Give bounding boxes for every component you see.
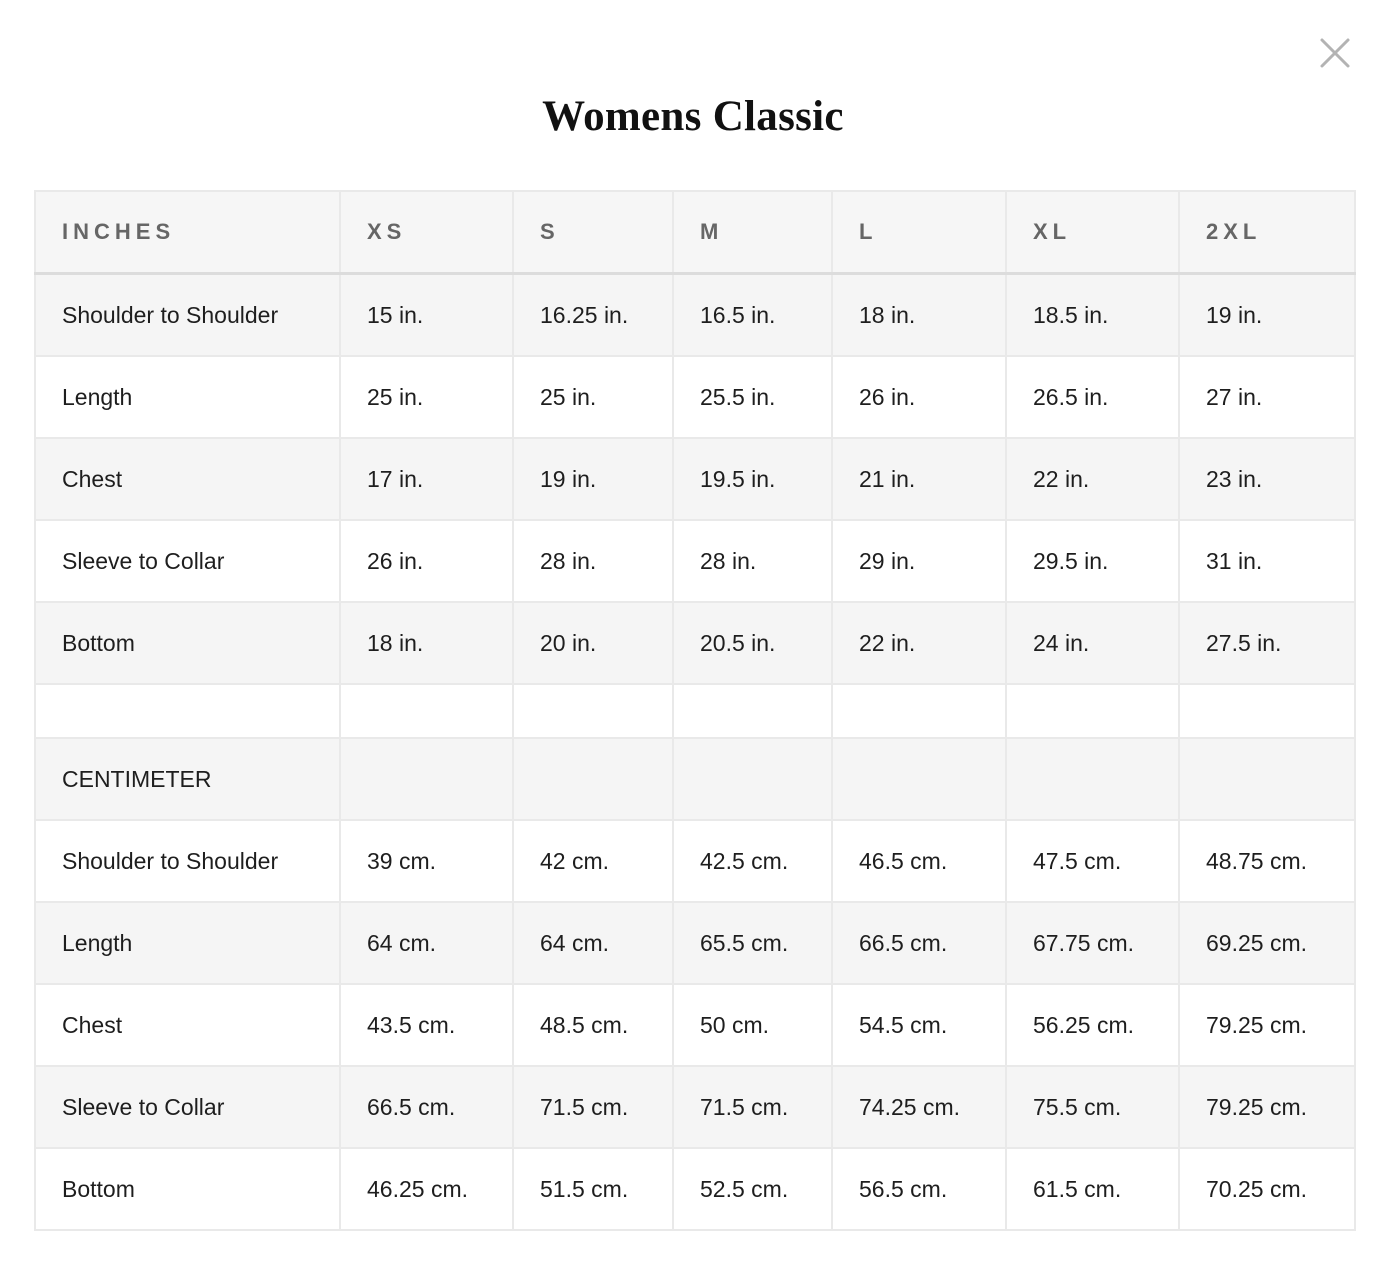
size-chart-table <box>34 190 1356 1231</box>
table-cell: 61.5 cm. <box>1006 1148 1179 1230</box>
modal-title: Womens Classic <box>542 93 844 140</box>
table-cell: 52.5 cm. <box>673 1148 832 1230</box>
header-cell-m: M <box>673 191 832 274</box>
table-cell: 51.5 cm. <box>513 1148 673 1230</box>
table-cell: 22 in. <box>832 602 1006 684</box>
empty-cell <box>513 738 673 820</box>
empty-cell <box>832 738 1006 820</box>
table-cell: 29.5 in. <box>1006 520 1179 602</box>
table-row <box>35 820 1355 902</box>
table-cell: 65.5 cm. <box>673 902 832 984</box>
table-cell: 66.5 cm. <box>340 1066 513 1148</box>
table-cell: 19 in. <box>513 438 673 520</box>
table-cell: 25 in. <box>513 356 673 438</box>
table-row <box>35 438 1355 520</box>
table-cell: 22 in. <box>1006 438 1179 520</box>
empty-cell <box>1179 738 1355 820</box>
table-cell: 50 cm. <box>673 984 832 1066</box>
table-cell: 46.25 cm. <box>340 1148 513 1230</box>
row-label: Sleeve to Collar <box>35 520 340 602</box>
table-cell: 28 in. <box>673 520 832 602</box>
table-cell: 74.25 cm. <box>832 1066 1006 1148</box>
close-button[interactable] <box>1318 36 1352 70</box>
table-cell: 43.5 cm. <box>340 984 513 1066</box>
table-cell: 70.25 cm. <box>1179 1148 1355 1230</box>
header-cell-unit: INCHES <box>35 191 340 274</box>
table-cell: 42.5 cm. <box>673 820 832 902</box>
spacer-row <box>35 684 1355 738</box>
table-cell: 26 in. <box>832 356 1006 438</box>
table-row <box>35 356 1355 438</box>
table-row <box>35 1066 1355 1148</box>
header-cell-2xl: 2XL <box>1179 191 1355 274</box>
empty-cell <box>673 684 832 738</box>
table-row <box>35 602 1355 684</box>
table-cell: 66.5 cm. <box>832 902 1006 984</box>
table-cell: 25 in. <box>340 356 513 438</box>
table-cell: 16.25 in. <box>513 274 673 357</box>
header-cell-xl: XL <box>1006 191 1179 274</box>
table-cell: 54.5 cm. <box>832 984 1006 1066</box>
table-cell: 56.25 cm. <box>1006 984 1179 1066</box>
table-cell: 56.5 cm. <box>832 1148 1006 1230</box>
table-header-row <box>35 191 1355 274</box>
table-cell: 47.5 cm. <box>1006 820 1179 902</box>
table-cell: 46.5 cm. <box>832 820 1006 902</box>
table-cell: 69.25 cm. <box>1179 902 1355 984</box>
table-cell: 25.5 in. <box>673 356 832 438</box>
empty-cell <box>340 738 513 820</box>
table-cell: 48.75 cm. <box>1179 820 1355 902</box>
row-label: Sleeve to Collar <box>35 1066 340 1148</box>
table-cell: 18 in. <box>340 602 513 684</box>
table-cell: 48.5 cm. <box>513 984 673 1066</box>
table-cell: 39 cm. <box>340 820 513 902</box>
table-cell: 64 cm. <box>340 902 513 984</box>
table-row <box>35 984 1355 1066</box>
table-cell: 23 in. <box>1179 438 1355 520</box>
table-row <box>35 1148 1355 1230</box>
table-cell: 28 in. <box>513 520 673 602</box>
table-cell: 79.25 cm. <box>1179 1066 1355 1148</box>
table-cell: 24 in. <box>1006 602 1179 684</box>
table-cell: 20.5 in. <box>673 602 832 684</box>
table-cell: 26 in. <box>340 520 513 602</box>
table-cell: 79.25 cm. <box>1179 984 1355 1066</box>
empty-cell <box>513 684 673 738</box>
header-cell-l: L <box>832 191 1006 274</box>
empty-cell <box>832 684 1006 738</box>
row-label: Shoulder to Shoulder <box>35 820 340 902</box>
table-cell: 18.5 in. <box>1006 274 1179 357</box>
table-cell: 29 in. <box>832 520 1006 602</box>
table-cell: 27 in. <box>1179 356 1355 438</box>
close-icon[interactable] <box>1318 36 1352 70</box>
table-cell: 27.5 in. <box>1179 602 1355 684</box>
table-cell: 16.5 in. <box>673 274 832 357</box>
header-cell-s: S <box>513 191 673 274</box>
empty-cell <box>1006 738 1179 820</box>
empty-cell <box>673 738 832 820</box>
table-cell: 20 in. <box>513 602 673 684</box>
table-cell: 75.5 cm. <box>1006 1066 1179 1148</box>
section-label: CENTIMETER <box>35 738 340 820</box>
table-cell: 15 in. <box>340 274 513 357</box>
table-cell: 71.5 cm. <box>673 1066 832 1148</box>
table-row <box>35 902 1355 984</box>
empty-cell <box>340 684 513 738</box>
empty-cell <box>1006 684 1179 738</box>
empty-cell <box>1179 684 1355 738</box>
row-label: Length <box>35 356 340 438</box>
table-cell: 67.75 cm. <box>1006 902 1179 984</box>
table-cell: 19 in. <box>1179 274 1355 357</box>
table-cell: 42 cm. <box>513 820 673 902</box>
row-label: Chest <box>35 438 340 520</box>
row-label: Length <box>35 902 340 984</box>
table-cell: 26.5 in. <box>1006 356 1179 438</box>
table-cell: 19.5 in. <box>673 438 832 520</box>
empty-cell <box>35 684 340 738</box>
table-row <box>35 520 1355 602</box>
section-row-centimeter <box>35 738 1355 820</box>
table-cell: 71.5 cm. <box>513 1066 673 1148</box>
table-cell: 64 cm. <box>513 902 673 984</box>
table-row <box>35 274 1355 357</box>
row-label: Bottom <box>35 602 340 684</box>
table-cell: 31 in. <box>1179 520 1355 602</box>
row-label: Shoulder to Shoulder <box>35 274 340 357</box>
header-cell-xs: XS <box>340 191 513 274</box>
table-cell: 18 in. <box>832 274 1006 357</box>
table-cell: 21 in. <box>832 438 1006 520</box>
row-label: Bottom <box>35 1148 340 1230</box>
table-cell: 17 in. <box>340 438 513 520</box>
row-label: Chest <box>35 984 340 1066</box>
